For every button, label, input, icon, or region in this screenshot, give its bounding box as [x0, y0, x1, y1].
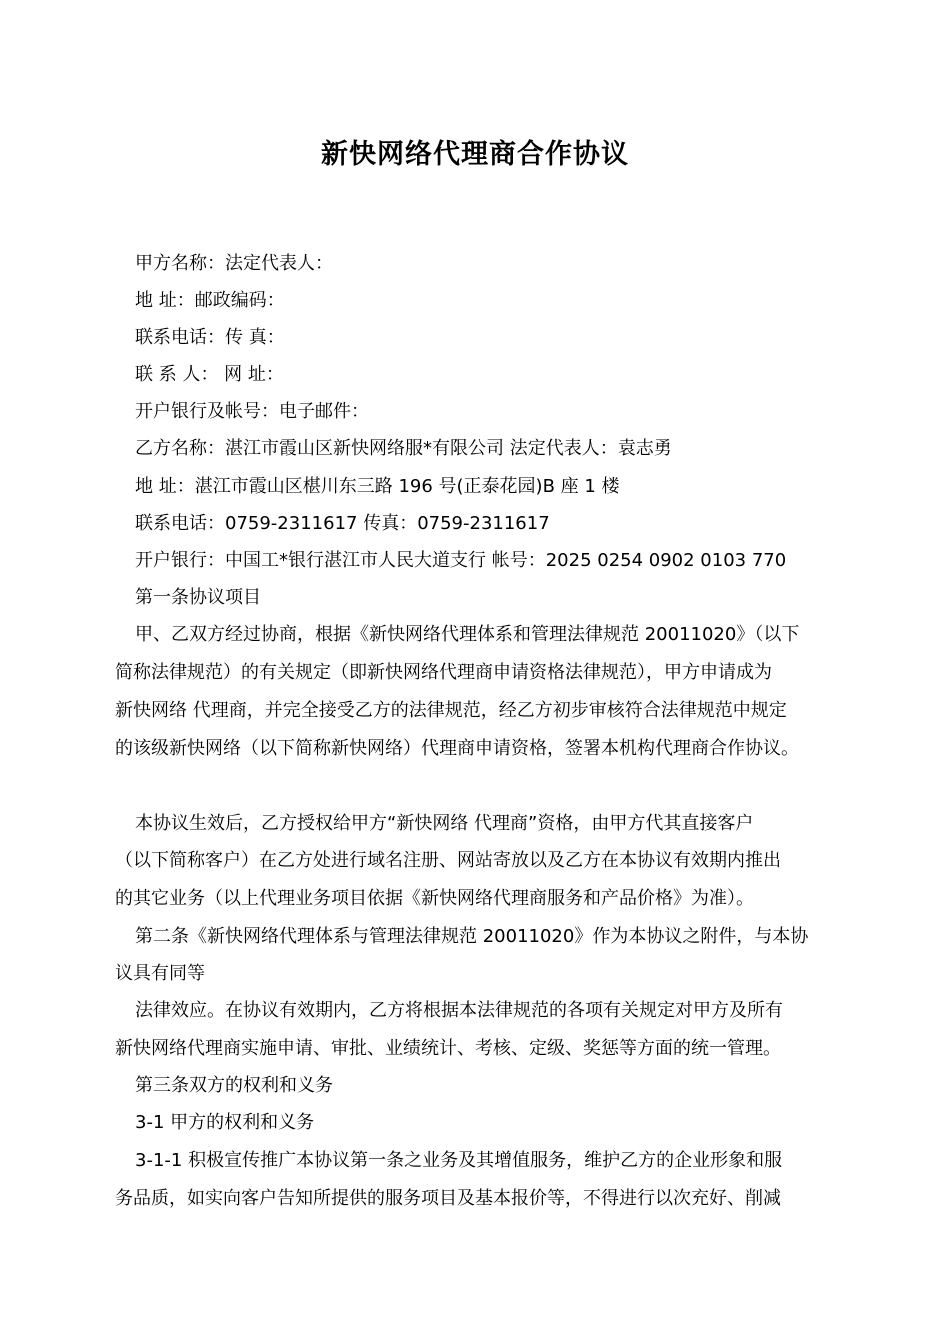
article1-para2-line: 的其它业务（以上代理业务项目依据《新快网络代理商服务和产品价格》为准）。: [115, 888, 754, 909]
article3-para1-line: 务品质，如实向客户告知所提供的服务项目及基本报价等，不得进行以次充好、削减: [115, 1188, 781, 1209]
article1-para1-line: 甲、乙双方经过协商，根据《新快网络代理体系和管理法律规范 20011020》（以下: [135, 624, 800, 645]
article1-para1-line: 简称法律规范）的有关规定（即新快网络代理商申请资格法律规范），甲方申请成为: [115, 662, 772, 683]
party-a-name-line: 甲方名称：法定代表人：: [135, 253, 333, 274]
party-a-phone-line: 联系电话：传 真：: [135, 327, 285, 348]
article2-para1-line: 第二条《新快网络代理体系与管理法律规范 20011020》作为本协议之附件，与本协: [135, 926, 809, 947]
article1-para2-line: （以下简称客户）在乙方处进行域名注册、网站寄放以及乙方在本协议有效期内推出: [115, 850, 781, 871]
article3-sub-heading: 3-1 甲方的权利和义务: [135, 1112, 315, 1133]
article1-para1-line: 的该级新快网络（以下简称新快网络）代理商申请资格，签署本机构代理商合作协议。: [115, 738, 799, 759]
document-title: 新快网络代理商合作协议: [321, 139, 629, 170]
article3-para1-line: 3-1-1 积极宣传推广本协议第一条之业务及其增值服务，维护乙方的企业形象和服: [135, 1150, 783, 1171]
party-b-phone-line: 联系电话：0759-2311617 传真：0759-2311617: [135, 513, 550, 534]
party-b-name-line: 乙方名称：湛江市霞山区新快网络服*有限公司 法定代表人：袁志勇: [135, 438, 672, 459]
party-a-contact-line: 联 系 人： 网 址：: [135, 364, 284, 385]
party-b-address-line: 地 址：湛江市霞山区椹川东三路 196 号(正泰花园)B 座 1 楼: [135, 476, 620, 497]
party-b-bank-line: 开户银行：中国工*银行湛江市人民大道支行 帐号：2025 0254 0902 0103 770: [135, 550, 787, 571]
article3-heading: 第三条双方的权利和义务: [135, 1075, 333, 1096]
article1-para1-line: 新快网络 代理商，并完全接受乙方的法律规范，经乙方初步审核符合法律规范中规定: [115, 700, 787, 721]
article1-para2-line: 本协议生效后，乙方授权给甲方“新快网络 代理商”资格，由甲方代其直接客户: [135, 813, 754, 834]
article2-para2-line: 法律效应。在协议有效期内，乙方将根据本法律规范的各项有关规定对甲方及所有: [135, 1000, 783, 1021]
party-a-address-line: 地 址：邮政编码：: [135, 290, 285, 311]
article2-para2-line: 新快网络代理商实施申请、审批、业绩统计、考核、定级、奖惩等方面的统一管理。: [115, 1038, 781, 1059]
party-a-bank-line: 开户银行及帐号：电子邮件：: [135, 401, 369, 422]
article2-para1-line: 议具有同等: [115, 963, 205, 984]
article1-heading: 第一条协议项目: [135, 587, 261, 608]
